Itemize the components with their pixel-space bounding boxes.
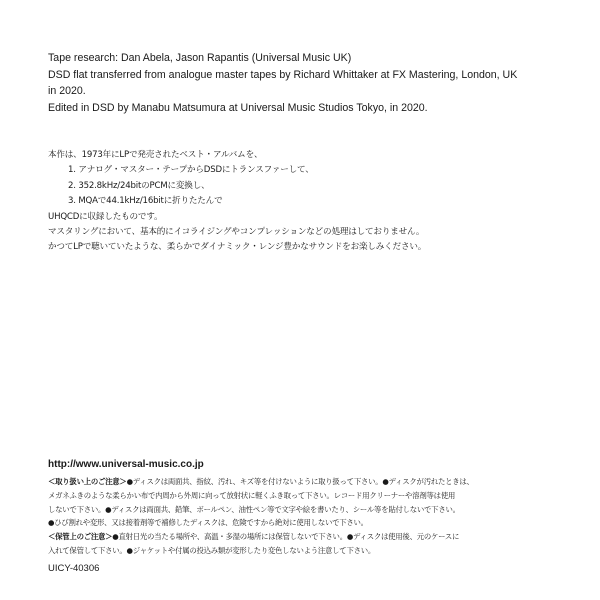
storage-line: [48, 530, 568, 544]
footer-block: [48, 458, 568, 576]
notes-step: 1. アナログ・マスター・テープからDSDにトランスファーして、: [68, 165, 314, 176]
handling-line: ●ひび割れや変形、又は接着剤等で補修したディスクは、危険ですから絶対に使用しないで下さい。: [48, 518, 368, 528]
handling-text: ●ディスクは両面共、指紋、汚れ、キズ等を付けないように取り扱って下さい。●ディスクが汚れたときは、: [126, 477, 474, 486]
storage-line: 入れて保管して下さい。●ジャケットや付属の投込み類が変形したり変色しないよう注意して下さい。: [48, 545, 376, 555]
notes-closing: UHQCDに収録したものです。: [48, 211, 163, 222]
notes-intro: 本作は、1973年にLPで発売されたベスト・アルバムを、: [48, 150, 263, 160]
notes-step: 2. 352.8kHz/24bitのPCMに変換し、: [68, 180, 210, 191]
production-notes: [48, 148, 568, 256]
handling-line: [48, 475, 568, 489]
credit-line: in 2020.: [48, 85, 86, 97]
storage-text: ●直射日光の当たる場所や、高温・多湿の場所には保管しないで下さい。●ディスクは使用後、元のケースに: [112, 532, 460, 542]
storage-heading: ＜保管上のご注意＞: [48, 532, 113, 542]
credit-line: Edited in DSD by Manabu Matsumura at Universal Music Studios Tokyo, in 2020.: [48, 101, 428, 114]
credits-block: [48, 50, 568, 116]
handling-line: メガネふきのような柔らかい布で内周から外周に向って放射状に軽くふき取って下さい。レコード用クリーナーや溶剤等は使用: [48, 490, 456, 500]
notes-step: 3. MQAで44.1kHz/16bitに折りたたんで: [68, 196, 223, 207]
website-link[interactable]: http://www.universal-music.co.jp: [48, 459, 204, 470]
notes-closing: かつてLPで聴いていたような、柔らかでダイナミック・レンジ豊かなサウンドをお楽しみください。: [48, 242, 427, 253]
notes-closing: マスタリングにおいて、基本的にイコライジングやコンプレッションなどの処理はしておりません。: [48, 227, 425, 238]
credit-line: DSD flat transferred from analogue master tapes by Richard Whittaker at FX Mastering, London, UK: [48, 68, 518, 81]
handling-line: しないで下さい。●ディスクは両面共、鉛筆、ボールペン、油性ペン等で文字や絵を書いたり、シール等を貼付しないで下さい。: [48, 504, 460, 514]
credit-line: Tape research: Dan Abela, Jason Rapantis (Universal Music UK): [48, 52, 352, 64]
handling-heading: ＜取り扱い上のご注意＞: [48, 477, 127, 486]
catalog-number: UICY-40306: [48, 562, 100, 574]
